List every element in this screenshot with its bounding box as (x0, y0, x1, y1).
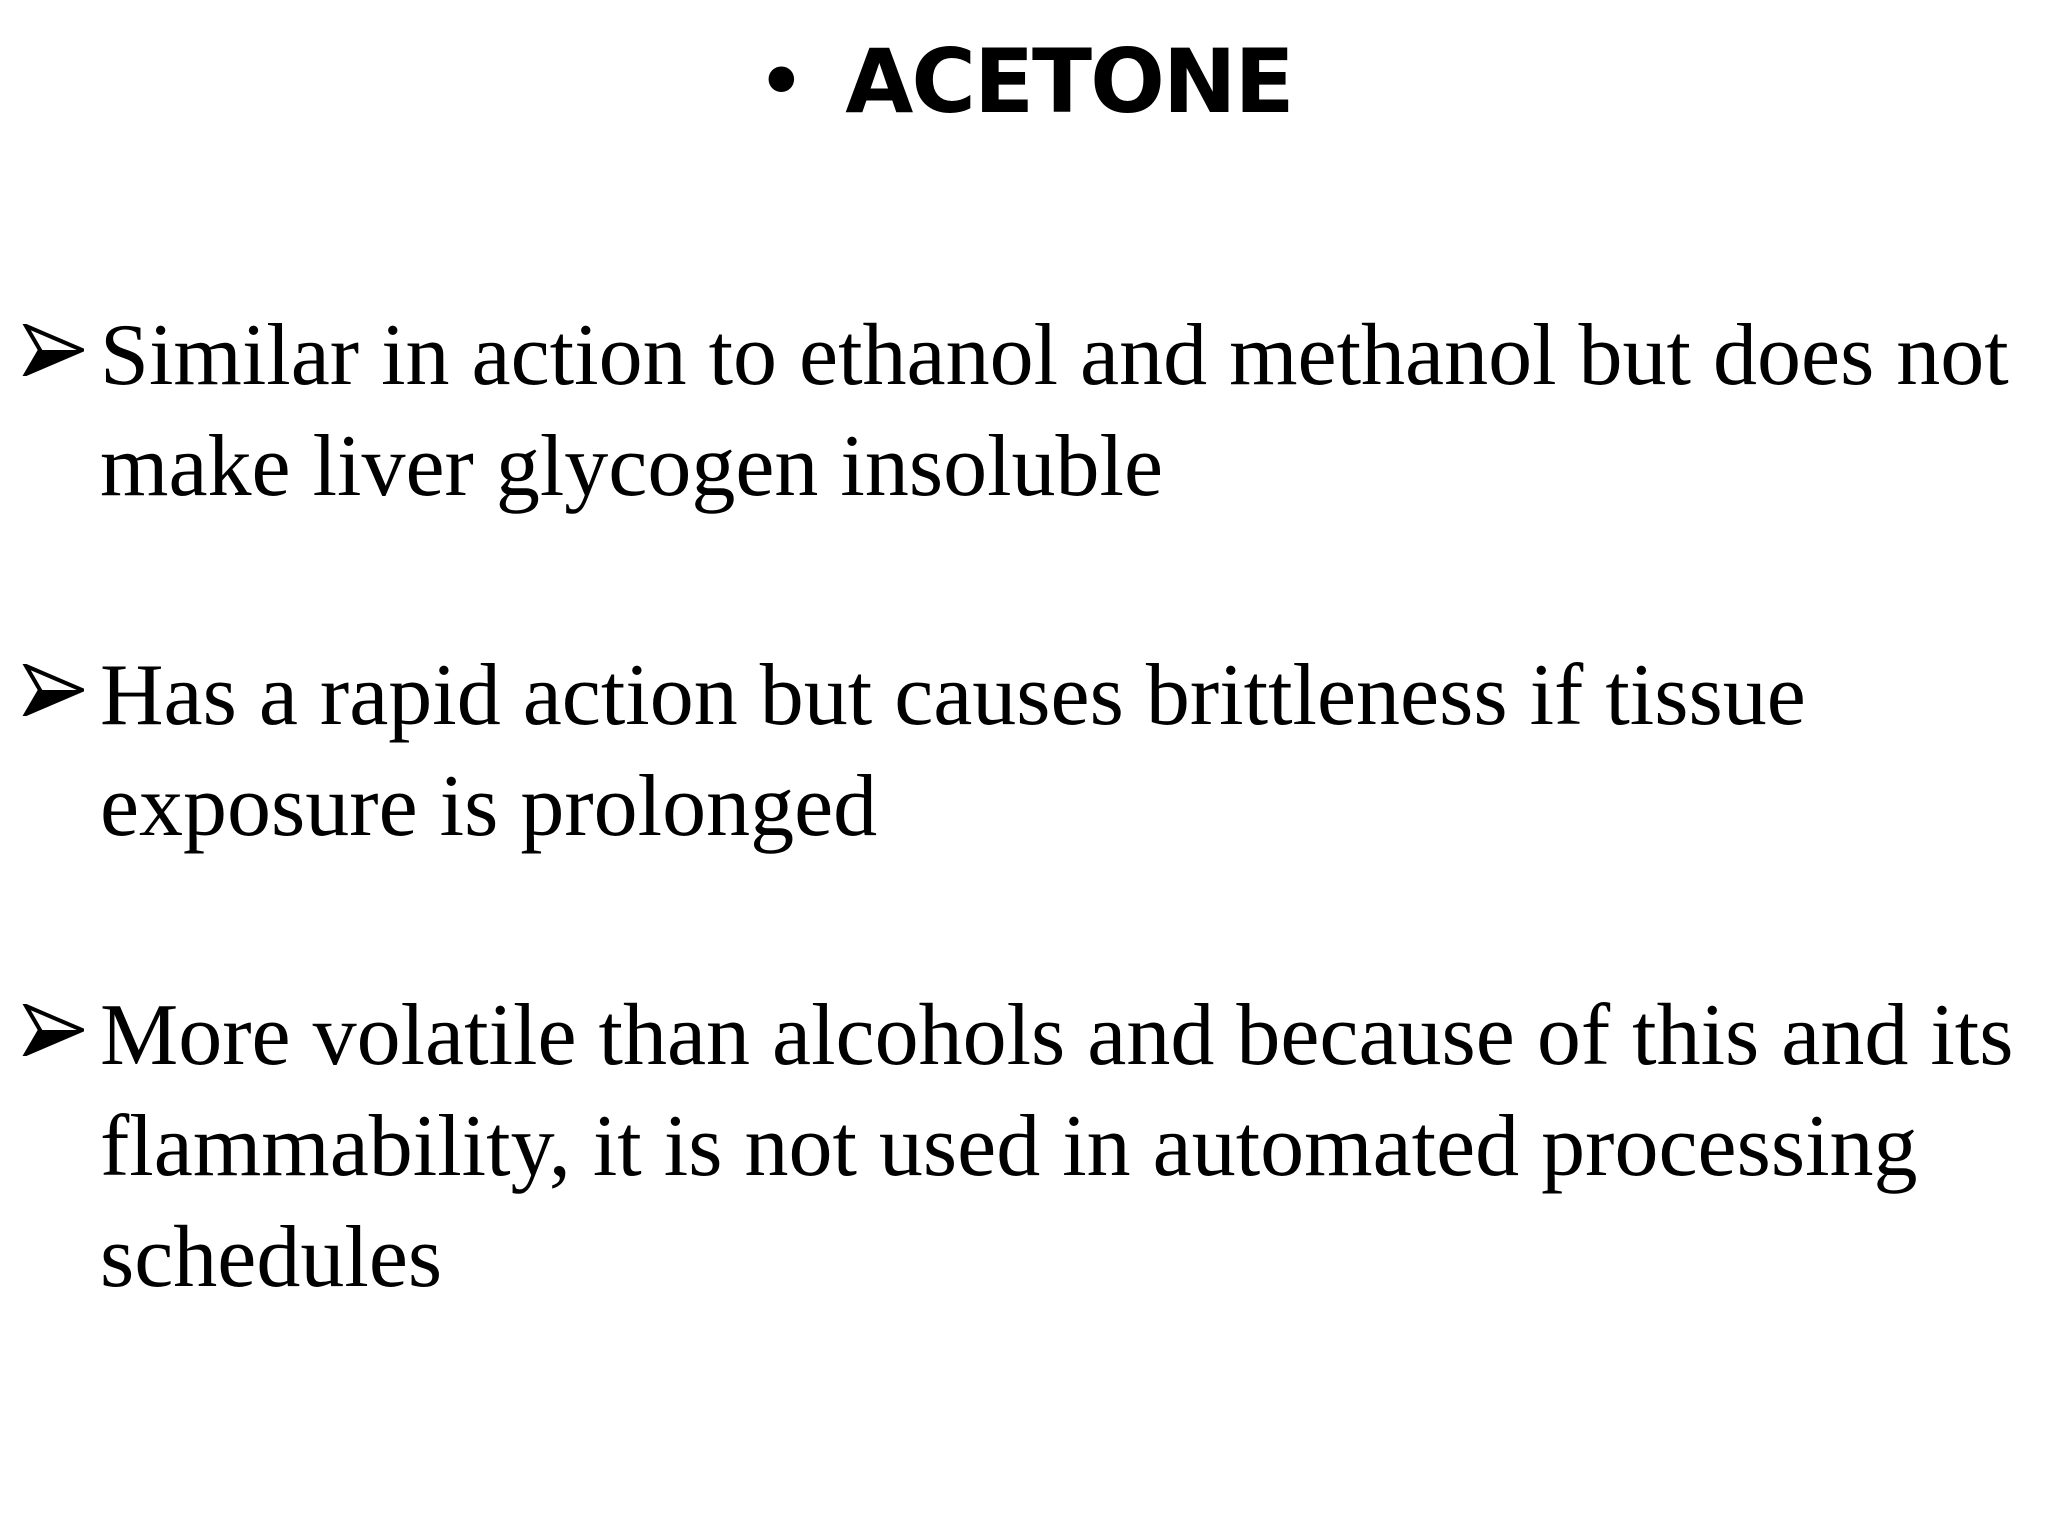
arrowhead-bullet-icon (22, 640, 92, 751)
bullet-text: More volatile than alcohols and because of this and its flammability, it is not used in automated processing schedules (100, 987, 2014, 1306)
list-item (22, 300, 2022, 522)
arrowhead-bullet-icon (22, 300, 92, 411)
list-item (22, 980, 2022, 1313)
list-item (22, 640, 2022, 862)
title-text: ACETONE (845, 30, 1293, 133)
bullet-text: Has a rapid action but causes brittleness if tissue exposure is prolonged (100, 647, 1806, 855)
bullet-text: Similar in action to ethanol and methanol but does not make liver glycogen insoluble (100, 307, 2009, 515)
slide-title (0, 30, 2048, 134)
title-bullet: • (755, 30, 806, 133)
bullet-list (22, 300, 2022, 1431)
arrowhead-bullet-icon (22, 980, 92, 1091)
